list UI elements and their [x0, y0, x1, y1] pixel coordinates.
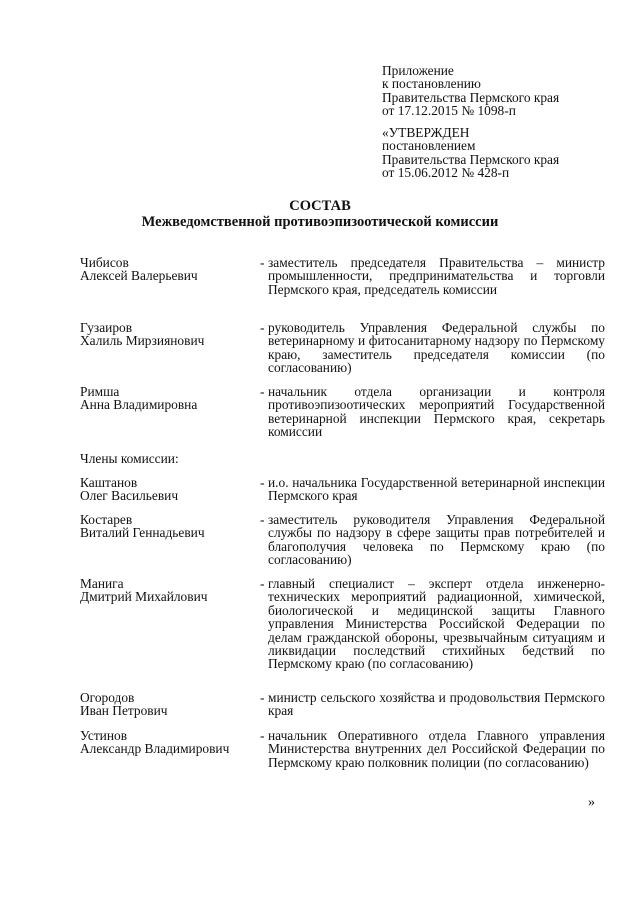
- role-text: и.о. начальника Государственной ветеринарной инспекции Пермского края: [268, 475, 605, 504]
- member-name: [80, 256, 255, 283]
- approval-line: от 15.06.2012 № 428-п: [382, 165, 510, 181]
- appendix-line: Правительства Пермского края: [382, 89, 560, 105]
- member-surname: Манига: [80, 576, 124, 591]
- appendix-line: к постановлению: [382, 76, 481, 92]
- appendix-note: [382, 64, 622, 118]
- member-surname: Римша: [80, 384, 120, 399]
- member-role: [260, 385, 605, 439]
- role-dash: -: [260, 690, 265, 705]
- approval-note: [382, 126, 622, 180]
- role-dash: -: [260, 512, 265, 527]
- member-name: [80, 577, 255, 604]
- approval-line: Правительства Пермского края: [382, 151, 560, 167]
- member-role: [260, 321, 605, 375]
- role-dash: -: [260, 320, 265, 335]
- document-title: СОСТАВ: [289, 198, 351, 214]
- member-name: [80, 476, 255, 503]
- closing-quote: »: [588, 795, 595, 810]
- role-dash: -: [260, 576, 265, 591]
- member-name: [80, 385, 255, 412]
- role-dash: -: [260, 255, 265, 270]
- member-surname: Каштанов: [80, 475, 138, 490]
- member-role: [260, 476, 605, 503]
- member-given-name: Иван Петрович: [80, 703, 168, 719]
- role-text: начальник отдела организации и контроля противоэпизоотических мероприятий Государственной ветеринарной инспекции Пермского края, секретарь комиссии: [268, 384, 605, 440]
- member-name: [80, 321, 255, 348]
- member-given-name: Алексей Валерьевич: [80, 268, 198, 284]
- role-text: руководитель Управления Федеральной службы по ветеринарному и фитосанитарному надзору по Пермскому краю, заместитель председателя комиссии (по согласованию): [268, 320, 605, 376]
- role-text: заместитель руководителя Управления Федеральной службы по надзору в сфере защиты прав потребителей и благополучия человека по Пермскому краю (по согласованию): [268, 512, 605, 568]
- member-given-name: Анна Владимировна: [80, 397, 198, 413]
- member-surname: Устинов: [80, 728, 128, 743]
- role-dash: -: [260, 475, 265, 490]
- member-name: [80, 691, 255, 718]
- member-given-name: Олег Васильевич: [80, 488, 179, 504]
- member-surname: Огородов: [80, 690, 135, 705]
- role-dash: -: [260, 384, 265, 399]
- member-surname: Гузаиров: [80, 320, 133, 335]
- approval-line: постановлением: [382, 138, 476, 154]
- member-given-name: Виталий Геннадьевич: [80, 525, 205, 541]
- appendix-line: Приложение: [382, 63, 454, 78]
- document-subtitle: Межведомственной противоэпизоотической комиссии: [141, 214, 499, 230]
- member-role: [260, 729, 605, 769]
- member-given-name: Дмитрий Михайлович: [80, 589, 208, 605]
- member-role: [260, 513, 605, 567]
- member-role: [260, 256, 605, 296]
- member-given-name: Александр Владимирович: [80, 741, 230, 757]
- member-surname: Чибисов: [80, 255, 129, 270]
- member-surname: Костарев: [80, 512, 133, 527]
- appendix-line: от 17.12.2015 № 1098-п: [382, 103, 516, 119]
- approval-line: «УТВЕРЖДЕН: [382, 125, 470, 140]
- role-text: начальник Оперативного отдела Главного управления Министерства внутренних дел Российской Федерации по Пермскому краю полковник полиции (по согласованию): [268, 728, 605, 770]
- role-dash: -: [260, 728, 265, 743]
- role-text: министр сельского хозяйства и продовольствия Пермского края: [268, 690, 605, 719]
- member-role: [260, 691, 605, 718]
- role-text: заместитель председателя Правительства – министр промышленности, предпринимательства и торговли Пермского края, председатель комиссии: [268, 255, 605, 297]
- members-heading: Члены комиссии:: [80, 451, 179, 466]
- member-role: [260, 577, 605, 671]
- member-given-name: Халиль Мирзиянович: [80, 333, 205, 349]
- member-name: [80, 513, 255, 540]
- role-text: главный специалист – эксперт отдела инженерно-технических мероприятий радиационной, химической, биологической и медицинской защиты Главного управления Министерства Российской Федерации по делам гражданской обороны, чрезвычайным ситуациям и ликвидации последствий стихийных бедствий по Пермскому краю (по согласованию): [268, 576, 605, 672]
- member-name: [80, 729, 255, 756]
